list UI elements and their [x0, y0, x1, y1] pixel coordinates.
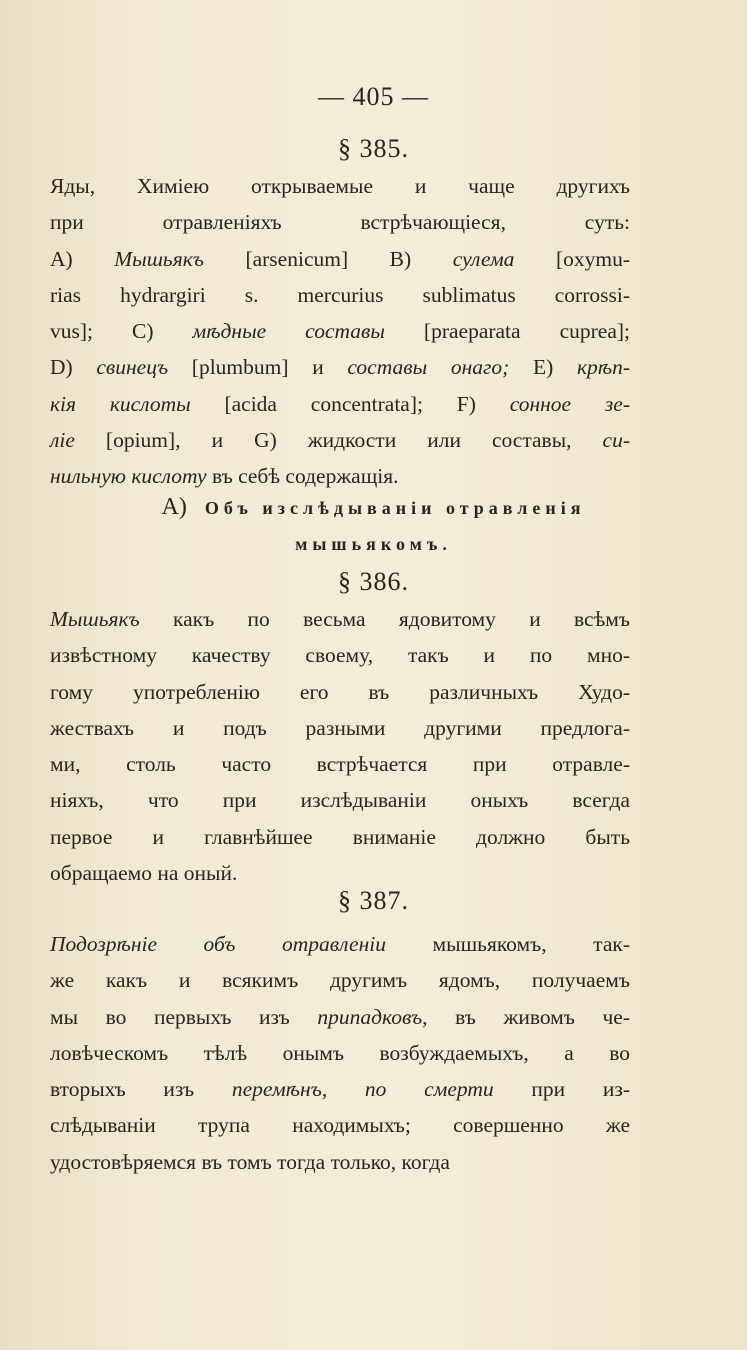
text-line	[50, 710, 630, 746]
text-run: ловѣческомъ тѣлѣ онымъ возбуждаемыхъ, а во	[50, 1040, 630, 1065]
text-run: въ себѣ содержащія.	[206, 464, 399, 489]
text-line	[50, 819, 630, 855]
heading-label: A)	[161, 494, 187, 520]
text-line	[50, 1144, 630, 1180]
section-386-text	[50, 601, 630, 891]
text-line	[50, 168, 630, 204]
text-line	[50, 926, 630, 962]
text-line	[50, 204, 630, 240]
text-run: жествахъ и подъ разными другими предлога-	[50, 715, 630, 740]
text-run: rias hydrargiri s. mercurius sublimatus corrossi-	[50, 282, 630, 307]
text-line	[50, 1107, 630, 1143]
text-run: же какъ и всякимъ другимъ ядомъ, получаемъ	[50, 968, 630, 993]
text-run: слѣдываніи трупа находимыхъ; совершенно же	[50, 1113, 630, 1138]
text-run: ніяхъ, что при изслѣдываніи оныхъ всегда	[50, 788, 630, 813]
heading-title: Объ изслѣдываніи отравленія	[204, 498, 586, 518]
text-line	[50, 746, 630, 782]
text-run: извѣстному качеству своему, такъ и по мно-	[50, 643, 630, 668]
text-run: [arsenicum] B)	[203, 246, 453, 271]
text-line	[50, 458, 630, 494]
text-line	[50, 313, 630, 349]
italic-term: Мышьякъ	[50, 607, 140, 631]
text-run: [praeparata cuprea];	[384, 319, 630, 344]
text-run: при из-	[493, 1077, 630, 1102]
text-run	[327, 1077, 365, 1101]
text-line	[50, 999, 630, 1035]
italic-term: сонное зе-	[509, 391, 630, 416]
text-line	[50, 601, 630, 637]
italic-term: крѣп-	[576, 355, 630, 380]
heading-line-2: мышьякомъ.	[295, 534, 452, 554]
text-run: [acida concentrata]; F)	[190, 391, 510, 416]
text-run: D)	[50, 355, 97, 380]
text-run: мы во первыхъ изъ	[50, 1004, 318, 1029]
text-run: ми, столь часто встрѣчается при отравле-	[50, 752, 630, 777]
text-line	[50, 422, 630, 458]
text-run: vus]; C)	[50, 319, 193, 344]
text-run: A)	[50, 246, 115, 271]
text-run: E)	[509, 355, 577, 380]
text-run: въ живомъ че-	[427, 1004, 631, 1029]
text-line	[50, 1035, 630, 1071]
text-line	[50, 782, 630, 818]
section-386-mark: § 386.	[338, 567, 409, 596]
text-line	[50, 349, 630, 385]
italic-term: свинецъ	[96, 355, 169, 380]
text-line	[50, 1071, 630, 1107]
text-run: вторыхъ изъ	[50, 1077, 232, 1102]
text-line	[50, 241, 630, 277]
section-387-text	[50, 926, 630, 1180]
text-line	[50, 277, 630, 313]
text-line	[50, 637, 630, 673]
text-run: гому употребленію его въ различныхъ Худо-	[50, 679, 630, 704]
italic-term: сулема	[452, 246, 515, 271]
italic-term: ліе	[50, 428, 75, 453]
text-line	[50, 674, 630, 710]
italic-term: мѣдные составы	[192, 319, 385, 344]
italic-term: Мышьякъ	[114, 246, 204, 271]
italic-term: перемѣнъ,	[231, 1077, 328, 1102]
italic-term: Подозрѣніе объ отравленіи	[50, 932, 386, 956]
italic-term: си-	[602, 428, 630, 453]
section-387-mark: § 387.	[338, 886, 409, 915]
italic-term: нильную кислоту	[50, 464, 207, 489]
text-run: обращаемо на оный.	[50, 861, 238, 886]
text-run: первое и главнѣйшее вниманіе должно быть	[50, 824, 630, 849]
text-line	[50, 962, 630, 998]
text-run: удостовѣряемся въ томъ тогда только, когда	[50, 1149, 450, 1174]
section-385-text	[50, 168, 630, 495]
text-run: Яды, Химіею открываемые и чаще другихъ	[50, 174, 630, 198]
text-run: мышьякомъ, так-	[385, 932, 630, 956]
text-line	[50, 386, 630, 422]
italic-term: кія кислоты	[50, 391, 191, 416]
text-run: [opium], и G) жидкости или составы,	[74, 428, 603, 453]
italic-term: по смерти	[364, 1077, 494, 1102]
section-385-mark: § 385.	[338, 134, 409, 163]
italic-term: припадковъ,	[317, 1004, 428, 1029]
text-run: [plumbum] и	[168, 355, 348, 380]
heading-line-1	[0, 494, 747, 521]
text-run: [oxymu-	[514, 246, 631, 271]
text-run: какъ по весьма ядовитому и всѣмъ	[139, 607, 630, 631]
italic-term: составы онаго;	[347, 355, 510, 380]
page-number: — 405 —	[318, 82, 429, 111]
text-run: при отравленіяхъ встрѣчающіеся, суть:	[50, 210, 630, 235]
